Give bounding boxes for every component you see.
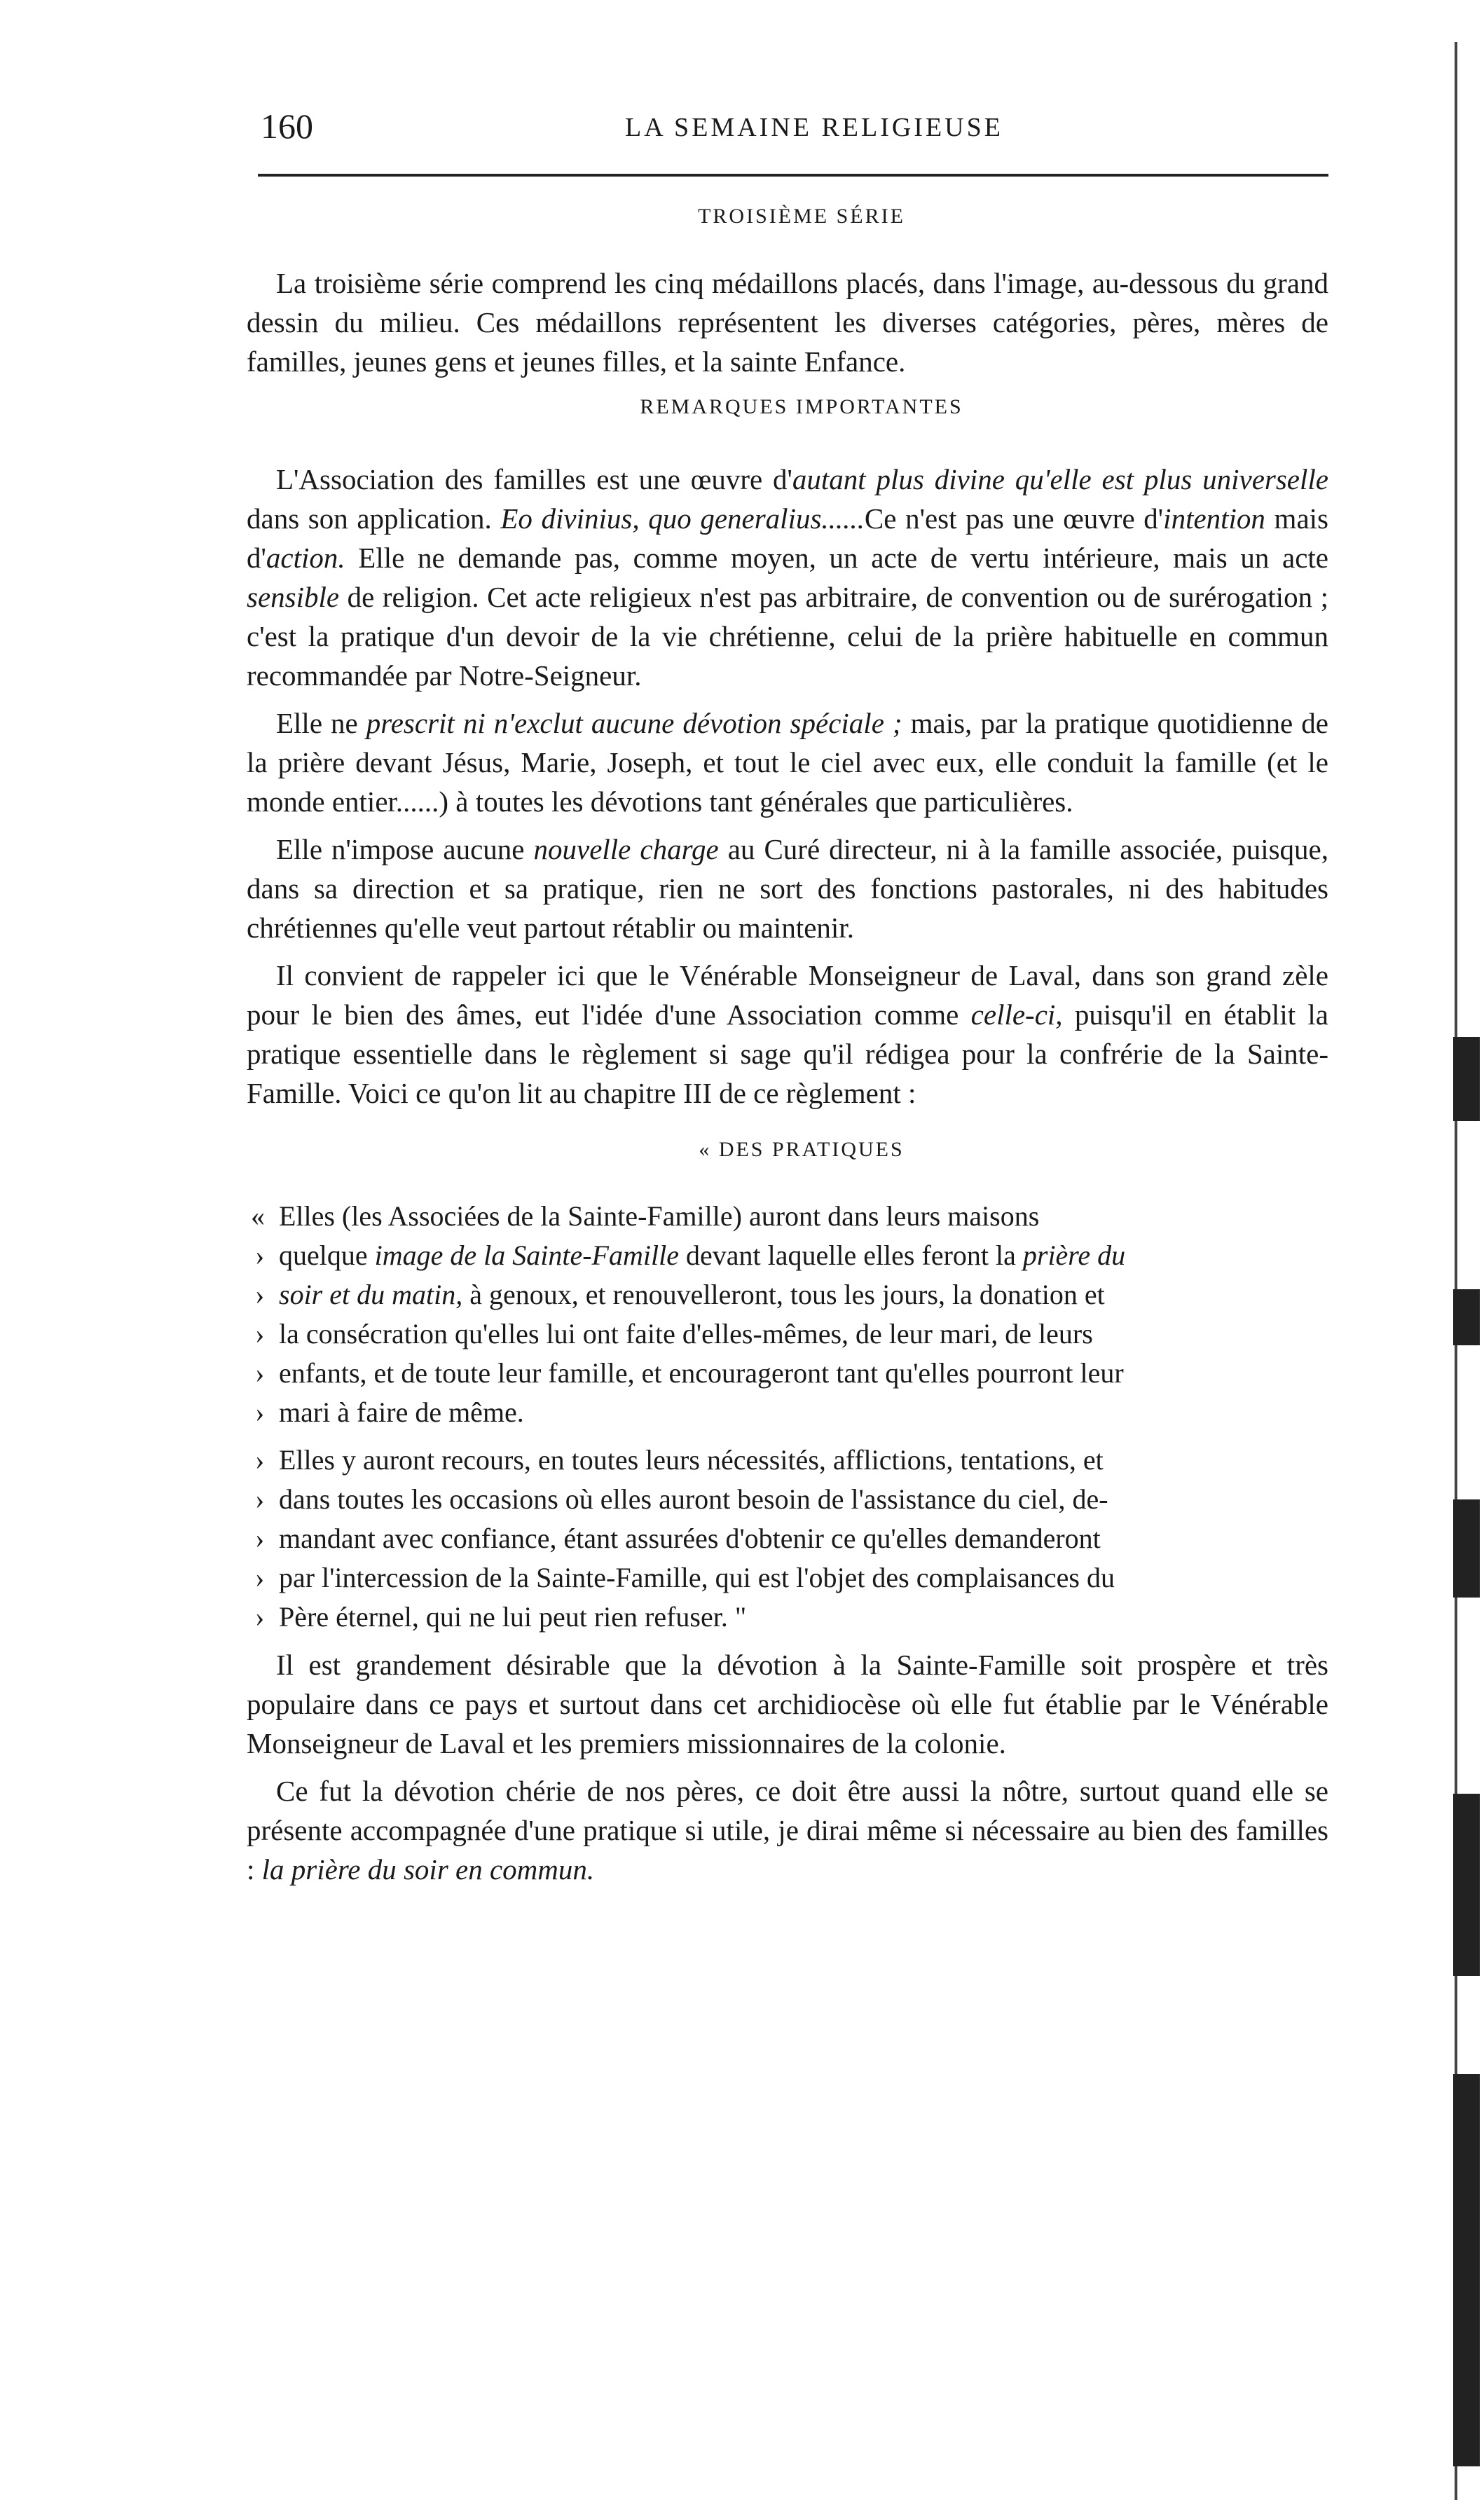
paragraph xyxy=(247,703,1328,821)
page-body xyxy=(247,195,1328,1897)
binding-mark xyxy=(1453,1289,1480,1345)
italic-text: autant plus divine qu'elle est plus universelle xyxy=(792,463,1328,495)
quoted-regulation xyxy=(247,1197,1328,1637)
text-run: enfants, et de toute leur famille, et encourageront tant qu'elles pourront leur xyxy=(279,1357,1124,1389)
text-run: puisqu'il en établit la pratique essentielle dans le règlement si sage qu'il rédigea pour la confrérie de la Sainte-Famille. Voici ce qu'on lit au chapitre III de ce règlement : xyxy=(247,998,1328,1109)
italic-text: prière du xyxy=(1022,1239,1126,1271)
paragraph xyxy=(247,1645,1328,1763)
italic-text: action. xyxy=(266,542,345,574)
quote-line xyxy=(279,1393,1328,1432)
italic-text: nouvelle charge xyxy=(533,833,719,865)
quote-line xyxy=(279,1519,1328,1558)
section-title-remarques: REMARQUES IMPORTANTES xyxy=(640,395,963,418)
italic-text: prescrit ni n'exclut aucune dévotion spéciale ; xyxy=(366,707,902,739)
paragraph xyxy=(247,263,1328,381)
quote-line xyxy=(279,1354,1328,1393)
text-run: L'Association des familles est une œuvre d' xyxy=(276,463,792,495)
section-pratiques xyxy=(247,1645,1328,1889)
binding-edge xyxy=(1443,42,1484,2500)
text-run: mari à faire de même. xyxy=(279,1396,524,1428)
paragraph xyxy=(247,956,1328,1113)
header-rule xyxy=(258,174,1328,177)
paragraph xyxy=(247,460,1328,695)
italic-text: intention xyxy=(1163,502,1265,535)
text-run: La troisième série comprend les cinq médaillons placés, dans l'image, au-dessous du grand dessin du milieu. Ces médaillons représentent les diverses catégories, pères, mères de familles, jeunes gens et jeunes filles, et la sainte Enfance. xyxy=(247,267,1328,378)
section-title-pratiques: « DES PRATIQUES xyxy=(699,1138,905,1161)
text-run: la consécration qu'elles lui ont faite d'elles-mêmes, de leur mari, de leurs xyxy=(279,1318,1093,1349)
text-run: Il convient de rappeler ici que le Vénérable Monseigneur de Laval, dans son grand zèle pour le bien des âmes, eut l'idée d'une Association comme xyxy=(247,959,1328,1031)
quote-line xyxy=(279,1598,1328,1637)
quote-paragraph xyxy=(247,1441,1328,1637)
page-number: 160 xyxy=(261,107,313,146)
text-run: Père éternel, qui ne lui peut rien refuser. " xyxy=(279,1601,747,1633)
text-run: de religion. Cet acte religieux n'est pas arbitraire, de convention ou de surérogation ; c'est la pratique d'un devoir de la vie chrétienne, celui de la prière habituelle en commun recommandée par Notre-Seigneur. xyxy=(247,581,1328,692)
text-run: Elle ne demande pas, comme moyen, un acte de vertu intérieure, mais un acte xyxy=(345,542,1328,574)
text-run: Ce n'est pas une œuvre d' xyxy=(864,502,1164,535)
text-run: Elles (les Associées de la Sainte-Famille) auront dans leurs maisons xyxy=(279,1200,1040,1232)
paragraph xyxy=(247,830,1328,947)
italic-text: image de la Sainte-Famille xyxy=(374,1239,679,1271)
binding-mark xyxy=(1453,1037,1480,1121)
binding-mark xyxy=(1453,2074,1480,2466)
text-run: quelque xyxy=(279,1239,375,1271)
text-run: Elles y auront recours, en toutes leurs nécessités, afflictions, tentations, et xyxy=(279,1444,1104,1476)
quote-line xyxy=(279,1558,1328,1598)
text-run: Ce fut la dévotion chérie de nos pères, ce doit être aussi la nôtre, surtout quand elle se présente accompagnée d'une pratique si utile, je dirai même si nécessaire au bien des familles : xyxy=(247,1775,1328,1886)
text-run: Elle ne xyxy=(276,707,366,739)
quote-line xyxy=(279,1441,1328,1480)
text-run: devant laquelle elles feront la xyxy=(678,1239,1023,1271)
binding-mark xyxy=(1453,1794,1480,1976)
page-header xyxy=(261,105,1326,147)
quote-line xyxy=(279,1480,1328,1519)
text-run: Elle n'impose aucune xyxy=(276,833,534,865)
text-run: au Curé directeur, ni à la famille associée, puisque, dans sa direction et sa pratique, rien ne sort des fonctions pastorales, ni des habitudes chrétiennes qu'elle veut partout rétablir ou maintenir. xyxy=(247,833,1328,944)
binding-mark xyxy=(1453,1499,1480,1598)
quote-line xyxy=(279,1275,1328,1314)
text-run: par l'intercession de la Sainte-Famille, qui est l'objet des complaisances du xyxy=(279,1562,1115,1593)
italic-text: celle-ci, xyxy=(970,998,1063,1031)
text-run: mais, par la pratique quotidienne de la prière devant Jésus, Marie, Joseph, et tout le ciel avec eux, elle conduit la famille (et le monde entier......) à toutes les dévotions tant générales que particulières. xyxy=(247,707,1328,818)
quote-line xyxy=(279,1197,1328,1236)
quote-line xyxy=(279,1314,1328,1354)
section-troisieme-serie xyxy=(247,263,1328,381)
paragraph xyxy=(247,1771,1328,1889)
italic-text: Eo divinius, quo generalius...... xyxy=(500,502,865,535)
text-run: à genoux, et renouvelleront, tous les jours, la donation et xyxy=(462,1279,1105,1310)
text-run: dans son application. xyxy=(247,502,501,535)
italic-text: sensible xyxy=(247,581,340,613)
quote-line xyxy=(279,1236,1328,1275)
text-run: Il est grandement désirable que la dévotion à la Sainte-Famille soit prospère et très populaire dans ce pays et surtout dans cet archidiocèse où elle fut établie par le Vénérable Monseigneur de Laval et les premiers missionnaires de la colonie. xyxy=(247,1649,1328,1759)
quote-paragraph xyxy=(247,1197,1328,1432)
section-title-troisieme-serie: TROISIÈME SÉRIE xyxy=(698,205,905,228)
running-title: LA SEMAINE RELIGIEUSE xyxy=(625,113,1003,142)
text-run: dans toutes les occasions où elles auront besoin de l'assistance du ciel, de- xyxy=(279,1483,1108,1515)
italic-text: soir et du matin, xyxy=(279,1279,463,1310)
text-run: mais d' xyxy=(247,502,1328,574)
section-remarques xyxy=(247,460,1328,1113)
italic-text: la prière du soir en commun. xyxy=(261,1853,595,1886)
text-run: mandant avec confiance, étant assurées d'obtenir ce qu'elles demanderont xyxy=(279,1523,1101,1554)
